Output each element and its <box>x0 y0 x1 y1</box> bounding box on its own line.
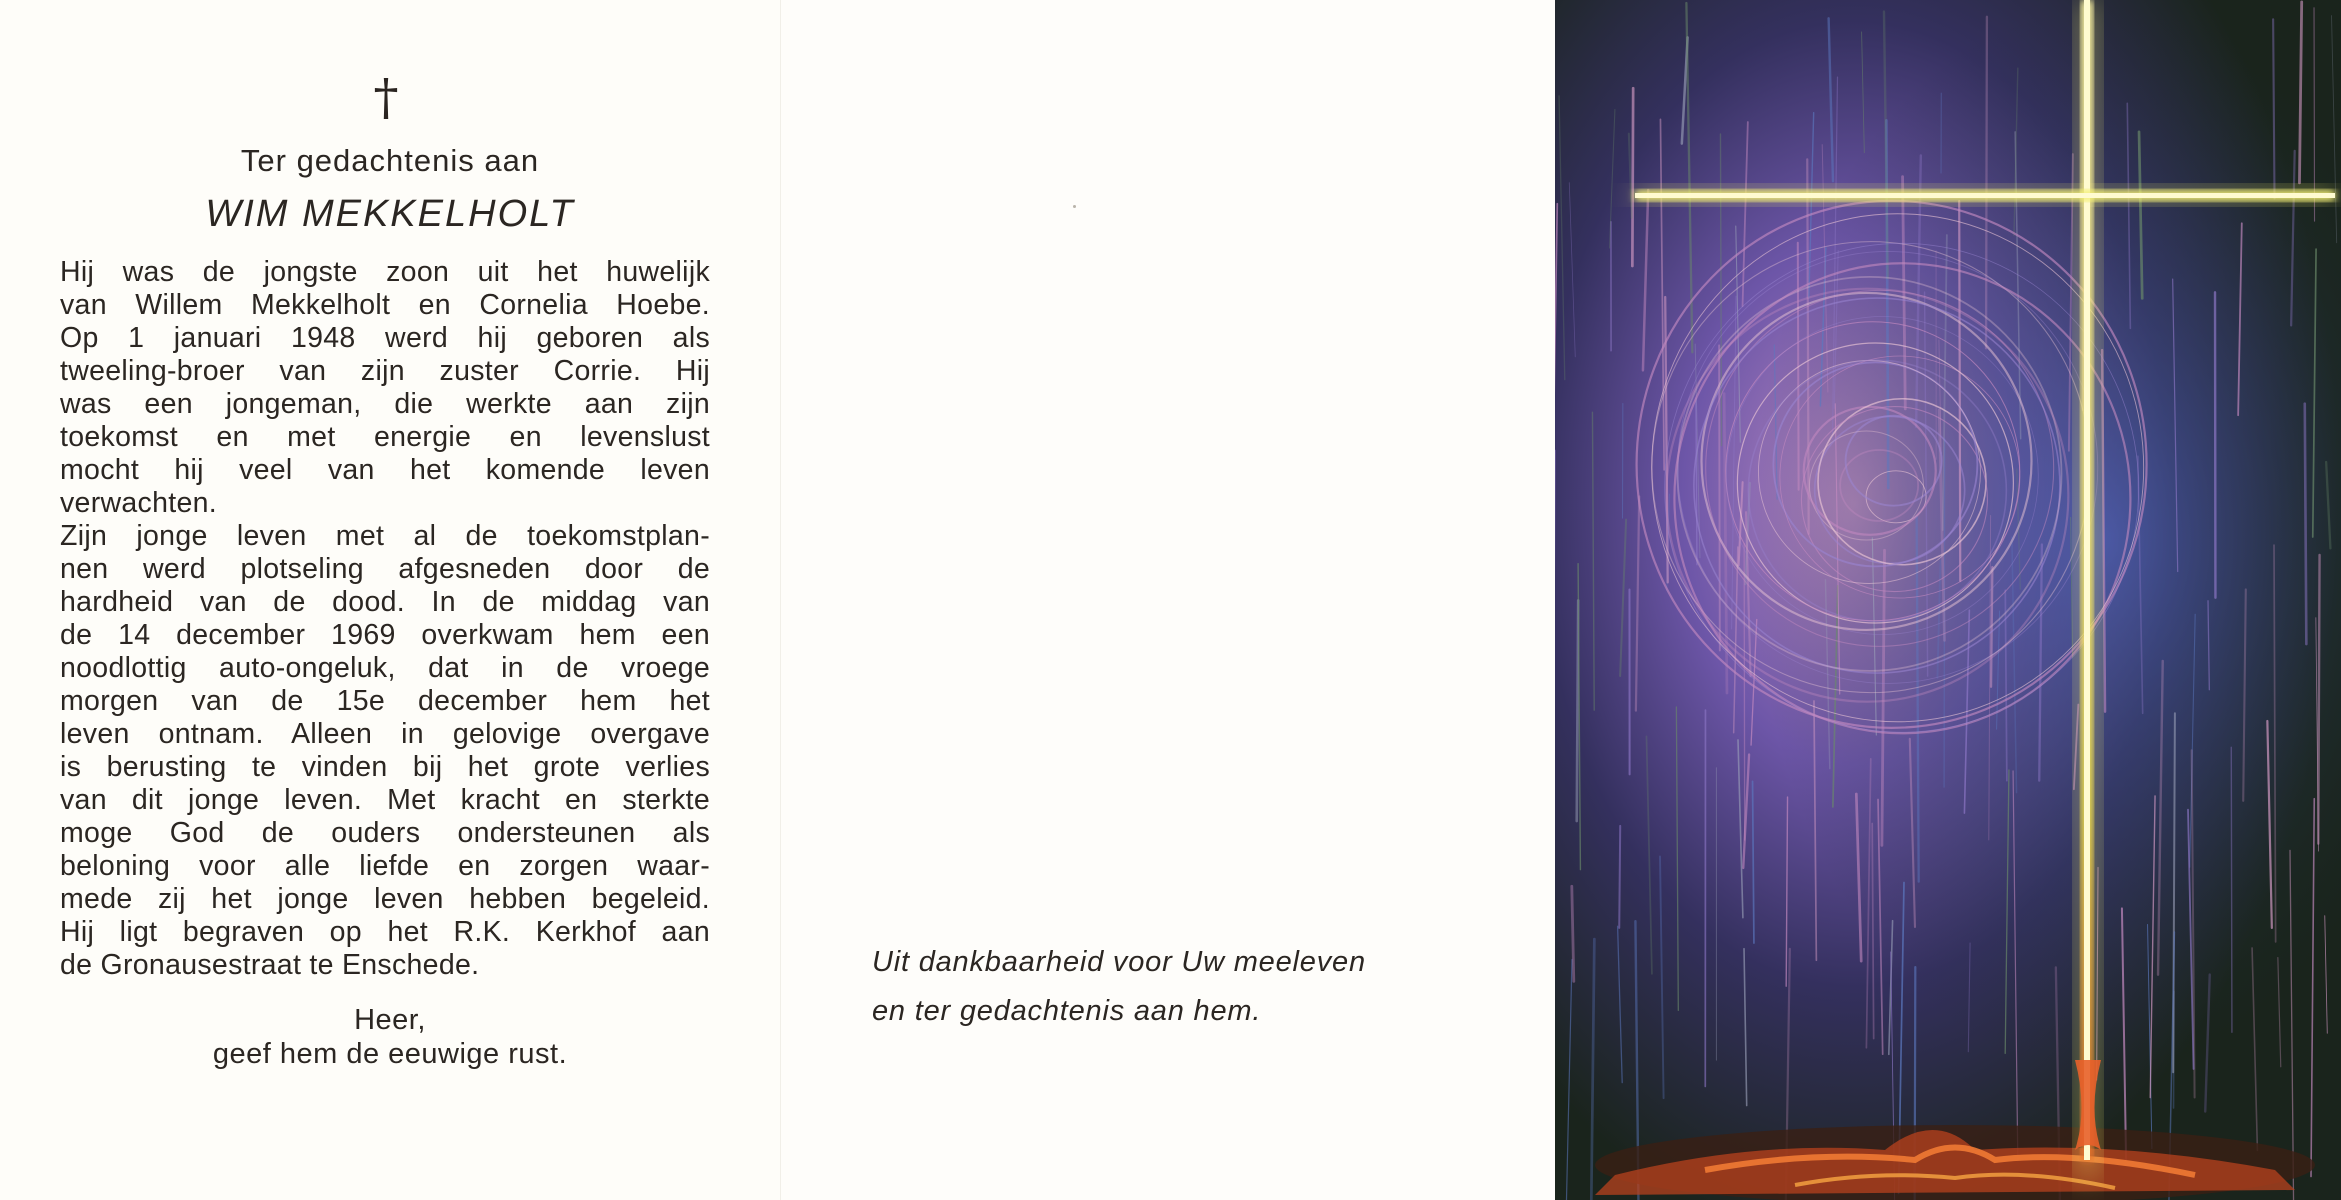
cross-painting <box>1555 0 2341 1200</box>
bio-line: verwachten. <box>60 487 217 519</box>
bio-line: van dit jonge leven. Met kracht en sterkte <box>60 784 710 816</box>
bio-line: moge God de ouders ondersteunen als <box>60 817 710 849</box>
painting-canvas <box>1555 0 2341 1200</box>
bio-line: leven ontnam. Alleen in gelovige overgave <box>60 718 710 750</box>
bio-line: de Gronausestraat te Enschede. <box>60 949 480 981</box>
intro-heading: Ter gedachtenis aan <box>240 143 540 178</box>
bio-line: beloning voor alle liefde en zorgen waar- <box>60 850 710 882</box>
bio-line: toekomst en met energie en levenslust <box>60 421 710 453</box>
bio-line: hardheid van de dood. In de middag van <box>60 586 710 618</box>
memorial-text-panel <box>0 0 780 1200</box>
bio-line: de 14 december 1969 overkwam hem een <box>60 619 710 651</box>
prayer-line: Heer, <box>354 1004 426 1036</box>
bio-line: van Willem Mekkelholt en Cornelia Hoebe. <box>60 289 710 321</box>
thanks-line: en ter gedachtenis aan hem. <box>872 995 1262 1027</box>
prayer <box>0 1003 780 1071</box>
paper-speck <box>1073 205 1076 208</box>
bio-line: mocht hij veel van het komende leven <box>60 454 710 486</box>
thanks-line: Uit dankbaarheid voor Uw meeleven <box>872 946 1366 978</box>
bio-line: nen werd plotseling afgesneden door de <box>60 553 710 585</box>
bio-line: noodlottig auto-ongeluk, dat in de vroege <box>60 652 710 684</box>
biography <box>60 256 710 982</box>
deceased-name: WIM MEKKELHOLT <box>205 193 575 235</box>
bio-line: Hij ligt begraven op het R.K. Kerkhof aan <box>60 916 710 948</box>
thanks-text <box>872 938 1472 1036</box>
bio-line: Op 1 januari 1948 werd hij geboren als <box>60 322 710 354</box>
bio-line: mede zij het jonge leven hebben begeleid. <box>60 883 710 915</box>
bio-line: morgen van de 15e december hem het <box>60 685 710 717</box>
bio-line: Zijn jonge leven met al de toekomstplan- <box>60 520 710 552</box>
prayer-line: geef hem de eeuwige rust. <box>212 1038 568 1070</box>
bio-line: Hij was de jongste zoon uit het huwelijk <box>60 256 710 288</box>
bio-line: is berusting te vinden bij het grote verlies <box>60 751 710 783</box>
bio-line: tweeling-broer van zijn zuster Corrie. Hij <box>60 355 710 387</box>
bio-line: was een jongeman, die werkte aan zijn <box>60 388 710 420</box>
cross-icon: † <box>373 68 399 126</box>
